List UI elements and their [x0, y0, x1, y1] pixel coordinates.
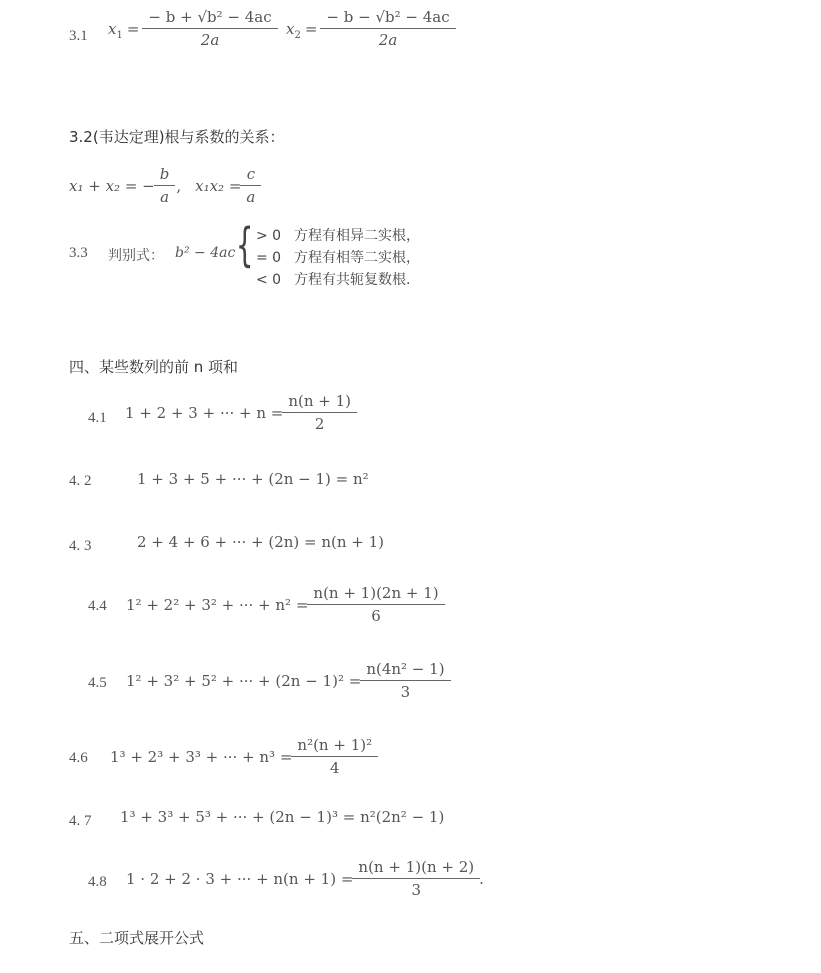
item-4-8-formula — [126, 858, 484, 899]
s31-label: 3.1 — [69, 28, 88, 44]
item-4-2-formula: 1 + 3 + 5 + ··· + (2n − 1) = n² — [137, 470, 369, 488]
item-4-1-formula — [125, 392, 356, 433]
item-4-8-lhs: 1 · 2 + 2 · 3 + ··· + n(n + 1) = — [126, 869, 354, 888]
item-4-5-num: n(4n² − 1) — [366, 660, 445, 678]
s32-b: b — [159, 165, 170, 183]
item-4-5-den: 3 — [360, 680, 450, 701]
item-4-5-label: 4.5 — [88, 675, 107, 691]
s32-prod-lhs: x₁x₂ = — [195, 176, 242, 195]
item-4-3-label: 4. 3 — [69, 538, 92, 554]
item-4-5-lhs: 1² + 3² + 5² + ··· + (2n − 1)² = — [126, 671, 362, 690]
s32-heading: 3.2(韦达定理)根与系数的关系： — [69, 128, 285, 146]
item-4-6-num: n²(n + 1)² — [297, 736, 373, 754]
s31-x2-denominator: 2a — [320, 28, 455, 49]
s31-x1-var: $x_1$ — [108, 19, 123, 41]
item-4-7-label: 4. 7 — [69, 813, 92, 829]
item-4-1-lhs: 1 + 2 + 3 + ··· + n = — [125, 403, 284, 422]
item-4-5-formula — [126, 660, 450, 701]
s33-case-gt: > 0 方程有相异二实根， — [256, 228, 420, 244]
item-4-4-num: n(n + 1)(2n + 1) — [313, 584, 439, 602]
s32-a2: a — [240, 185, 261, 206]
s31-x1-formula: $x_1$ = $\frac{\text{− b + √b² − 4ac}}{2a}$ — [108, 8, 277, 49]
item-4-6-lhs: 1³ + 2³ + 3³ + ··· + n³ = — [110, 747, 293, 766]
s31-x2-numerator: − b − √b² − 4ac — [326, 8, 450, 26]
item-4-1-label: 4.1 — [88, 410, 107, 426]
s31-x1-numerator: − b + √b² − 4ac — [148, 8, 272, 26]
item-4-8-tail: . — [479, 869, 484, 888]
item-4-7-formula: 1³ + 3³ + 5³ + ··· + (2n − 1)³ = n²(2n² − 1) — [120, 808, 445, 826]
item-4-8-label: 4.8 — [88, 874, 107, 890]
item-4-8-fraction — [355, 858, 477, 899]
s31-x1-fraction — [145, 8, 274, 49]
s33-label: 3.3 — [69, 245, 88, 261]
item-4-8-num: n(n + 1)(n + 2) — [358, 858, 475, 876]
s31-x2-var: $x_2$ — [286, 19, 301, 41]
item-4-2-label: 4. 2 — [69, 473, 92, 489]
s33-case-eq: = 0 方程有相等二实根， — [256, 250, 420, 266]
s32-formula: x₁ + x₂ = − $\frac{b}{a}$ , x₁x₂ = $\frac{c}{a}$ — [69, 165, 260, 206]
item-4-6-formula — [110, 736, 377, 777]
s33-cases — [256, 225, 420, 291]
item-4-1-fraction — [285, 392, 354, 433]
s31-x2-formula: $x_2$ = $\frac{\text{− b − √b² − 4ac}}{2a}$ — [286, 8, 455, 49]
item-4-6-den: 4 — [291, 756, 378, 777]
item-4-8-den: 3 — [352, 878, 480, 899]
s33-expr: b² − 4ac — [175, 245, 236, 261]
s32-sum-fraction — [157, 165, 173, 206]
s32-c: c — [246, 165, 256, 183]
s33-brace: { — [235, 218, 254, 272]
s33-case-lt: < 0 方程有共轭复数根. — [256, 272, 411, 288]
item-4-6-label: 4.6 — [69, 750, 88, 766]
item-4-4-fraction — [310, 584, 441, 625]
item-4-3-formula: 2 + 4 + 6 + ··· + (2n) = n(n + 1) — [137, 533, 385, 551]
item-4-6-fraction — [294, 736, 375, 777]
item-4-5-fraction — [363, 660, 447, 701]
item-4-1-den: 2 — [282, 412, 357, 433]
s31-x1-denominator: 2a — [142, 28, 277, 49]
section5-heading: 五、二项式展开公式 — [69, 929, 205, 947]
item-4-4-lhs: 1² + 2² + 3² + ··· + n² = — [126, 595, 309, 614]
s32-sum-lhs: x₁ + x₂ = − — [69, 176, 155, 195]
s32-prod-fraction — [243, 165, 258, 206]
item-4-4-formula — [126, 584, 444, 625]
s31-x2-fraction — [323, 8, 452, 49]
s32-a: a — [154, 185, 176, 206]
item-4-1-num: n(n + 1) — [288, 392, 352, 410]
item-4-4-label: 4.4 — [88, 598, 107, 614]
item-4-4-den: 6 — [307, 604, 444, 625]
s33-prefix: 判别式： — [108, 248, 164, 264]
section4-heading: 四、某些数列的前 n 项和 — [69, 358, 239, 376]
